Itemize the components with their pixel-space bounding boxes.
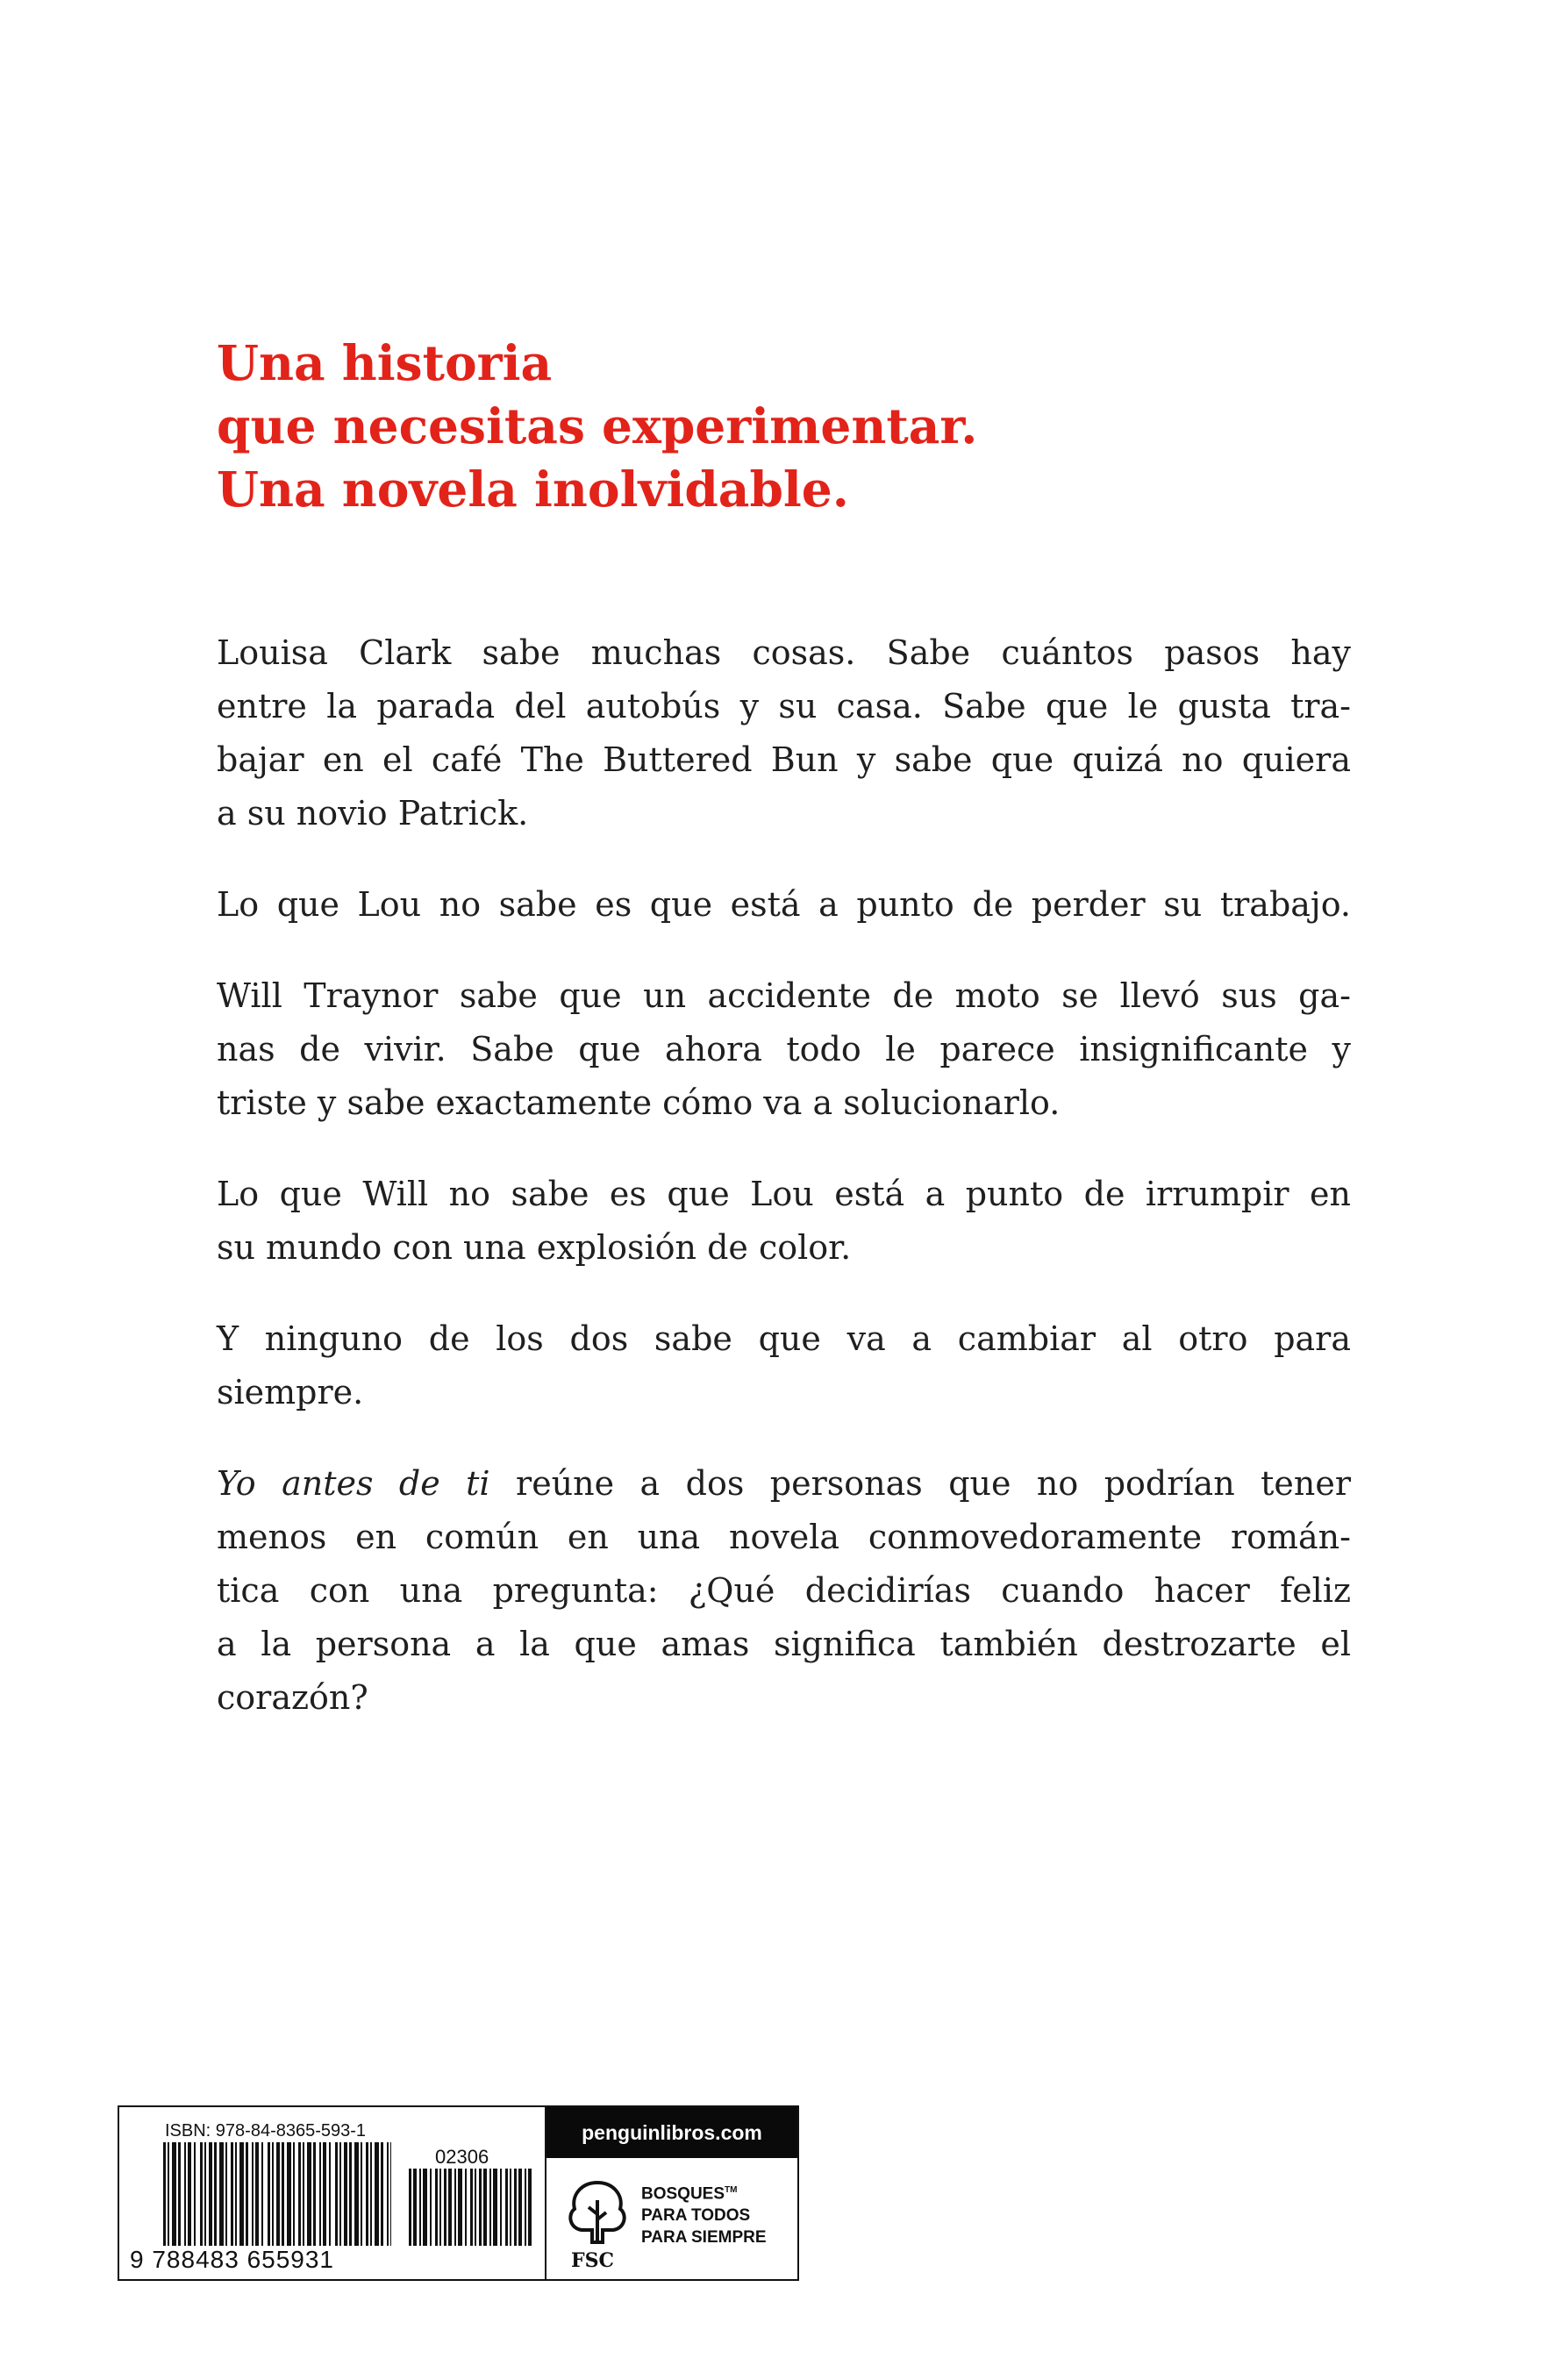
text-line: Lo que Lou no sabe es que está a punto de perder su trabajo. <box>217 885 1351 924</box>
tagline-line: Una novela inolvidable. <box>217 461 849 518</box>
synopsis-paragraph <box>217 626 1351 840</box>
text-line: siempre. <box>217 1373 364 1412</box>
text-line: triste y sabe exactamente cómo va a solucionarlo. <box>217 1083 1061 1122</box>
price-code: 02306 <box>435 2146 489 2168</box>
synopsis <box>217 626 1351 1762</box>
text-line: a su novio Patrick. <box>217 794 529 833</box>
text-line: tica con una pregunta: ¿Qué decidirías cuando hacer feliz <box>217 1571 1351 1610</box>
text-line: Lo que Will no sabe es que Lou está a punto de irrumpir en <box>217 1175 1351 1213</box>
fsc-tagline: BOSQUES™ PARA TODOS PARA SIEMPRE <box>641 2184 767 2248</box>
barcode-icon <box>163 2142 391 2246</box>
addon-barcode-icon <box>409 2169 532 2246</box>
publisher-panel <box>546 2105 799 2281</box>
text-line: su mundo con una explosión de color. <box>217 1228 852 1267</box>
text-fragment: reúne a dos personas que no podrían tener <box>489 1464 1351 1503</box>
text-line <box>217 1457 1351 1511</box>
barcode-digits: 9 788483 655931 <box>130 2246 334 2273</box>
text-line: menos en común en una novela conmovedoramente román- <box>217 1518 1351 1556</box>
fsc-tagline-line: PARA SIEMPRE <box>641 2228 767 2248</box>
text-line: Louisa Clark sabe muchas cosas. Sabe cuántos pasos hay <box>217 633 1351 672</box>
tagline-line: Una historia <box>217 334 553 391</box>
synopsis-paragraph <box>217 969 1351 1130</box>
fsc-tagline-line: BOSQUES <box>641 2184 725 2204</box>
text-line: Will Traynor sabe que un accidente de moto se llevó sus ga- <box>217 976 1351 1015</box>
synopsis-paragraph <box>217 1312 1351 1419</box>
isbn-label: ISBN: 978-84-8365-593-1 <box>165 2121 367 2141</box>
text-line: nas de vivir. Sabe que ahora todo le parece insignificante y <box>217 1030 1351 1068</box>
text-line: entre la parada del autobús y su casa. Sabe que le gusta tra- <box>217 687 1351 725</box>
fsc-tree-icon <box>562 2176 632 2272</box>
barcode-panel <box>118 2105 546 2281</box>
text-line: corazón? <box>217 1678 368 1717</box>
fsc-label: FSC <box>571 2249 615 2272</box>
book-title: Yo antes de ti <box>217 1464 490 1503</box>
text-line: bajar en el café The Buttered Bun y sabe que quizá no quiera <box>217 740 1351 779</box>
synopsis-paragraph <box>217 1457 1351 1725</box>
publisher-website: penguinlibros.com <box>546 2107 797 2158</box>
text-line: a la persona a la que amas significa también destrozarte el <box>217 1625 1351 1663</box>
synopsis-paragraph <box>217 878 1351 932</box>
tagline-line: que necesitas experimentar. <box>217 397 978 454</box>
fsc-tagline-line: PARA TODOS <box>641 2206 751 2226</box>
text-line: Y ninguno de los dos sabe que va a cambiar al otro para <box>217 1319 1351 1358</box>
synopsis-paragraph <box>217 1168 1351 1275</box>
tagline <box>217 332 1357 521</box>
